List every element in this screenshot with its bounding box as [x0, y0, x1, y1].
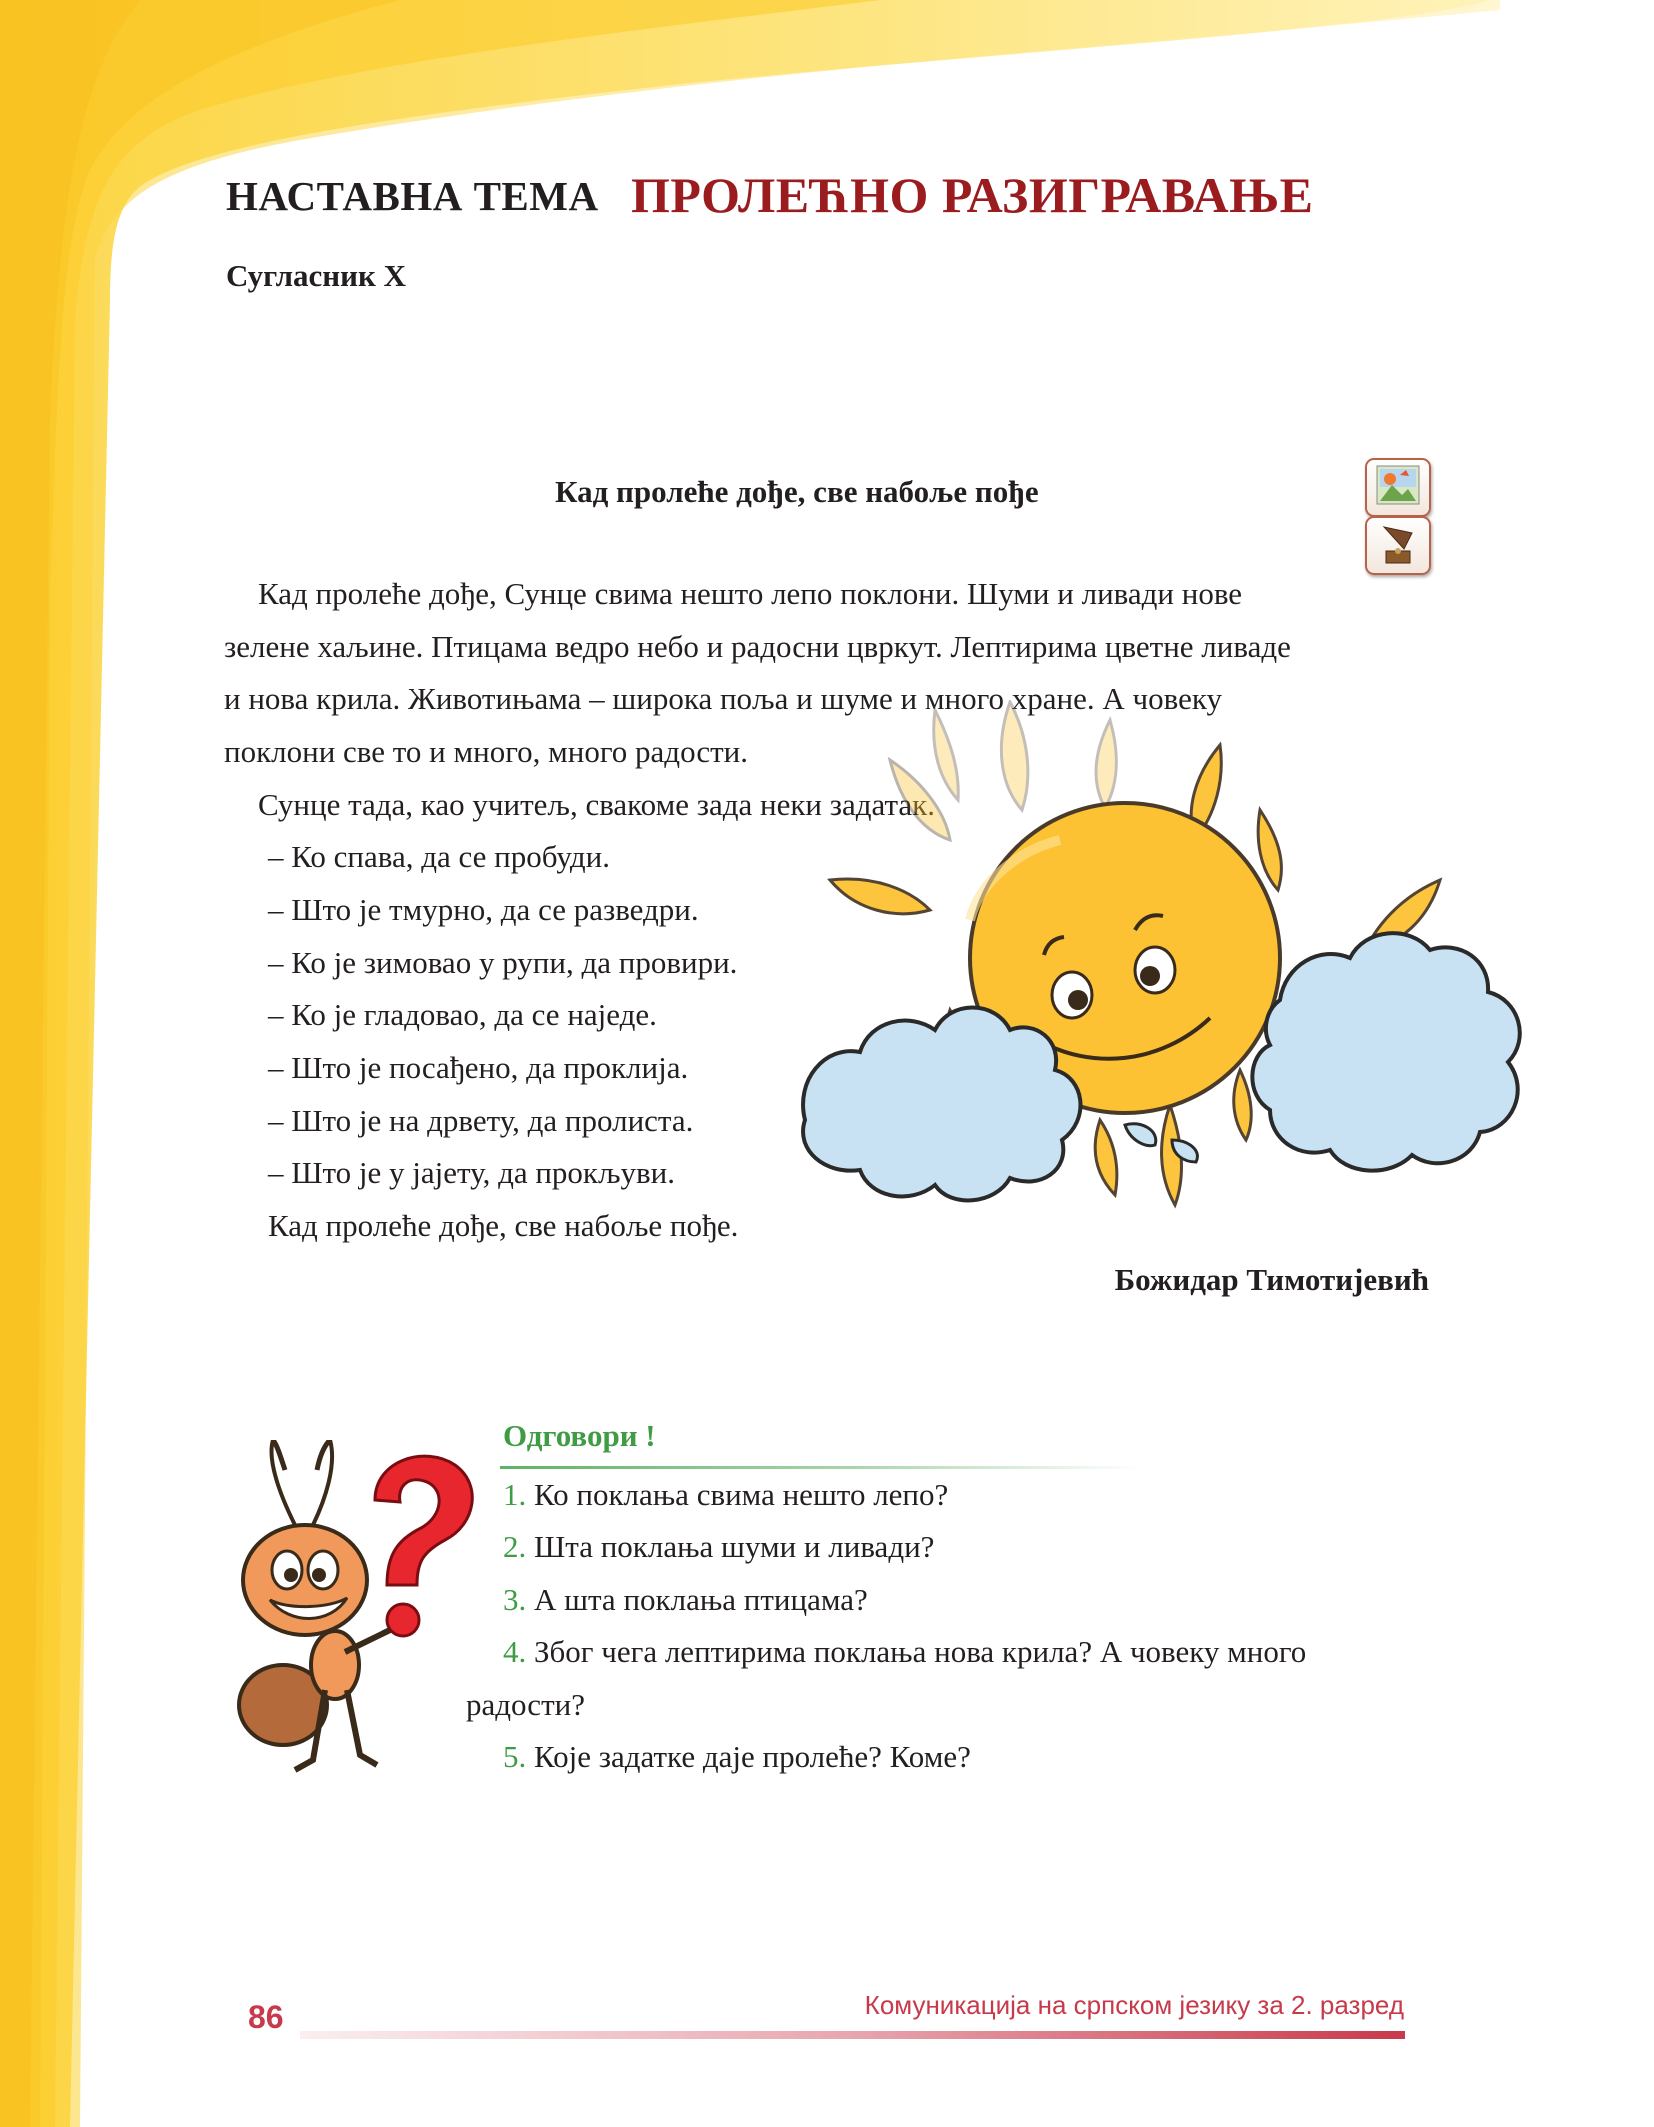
- question-number: 4.: [503, 1634, 527, 1669]
- question-item: [503, 1731, 971, 1784]
- question-item: [503, 1626, 1306, 1679]
- theme-title: ПРОЛЕЋНО РАЗИГРАВАЊЕ: [631, 167, 1314, 223]
- question-item: [503, 1521, 934, 1574]
- book-title: Комуникација на српском језику за 2. разред: [864, 1990, 1404, 2020]
- question-text: А шта поклања птицама?: [534, 1582, 868, 1617]
- story-line: – Што је у јајету, да прокљуви.: [268, 1155, 676, 1190]
- story-line: – Што је тмурно, да се разведри.: [268, 892, 699, 927]
- story-line: Кад пролеће дође, Сунце свима нешто лепо поклони. Шуми и ливади нове: [258, 576, 1243, 611]
- story-line: – Ко је зимовао у рупи, да провири.: [268, 945, 738, 980]
- story-line: – Што је на дрвету, да пролиста.: [268, 1103, 694, 1138]
- question-text: Шта поклања шуми и ливади?: [534, 1529, 935, 1564]
- picture-icon: [1376, 465, 1420, 505]
- question-text: Због чега лептирима поклања нова крила? А човеку много: [534, 1634, 1307, 1669]
- audio-play-button[interactable]: [1365, 516, 1431, 575]
- page-number: 86: [248, 1999, 284, 2035]
- theme-label: НАСТАВНА ТЕМА: [226, 173, 599, 219]
- story-line: Кад пролеће дође, све набоље пође.: [268, 1208, 739, 1243]
- story-line: – Ко је гладовао, да се наједе.: [268, 997, 657, 1032]
- ant-with-question-mark-illustration: [225, 1440, 495, 1790]
- question-text: Које задатке даје пролеће? Коме?: [534, 1739, 971, 1774]
- story-line: – Ко спава, да се пробуди.: [268, 839, 610, 874]
- story-line: и нова крила. Животињама – широка поља и шуме и много хране. А човеку: [224, 681, 1222, 716]
- story-line: зелене хаљине. Птицама ведро небо и радосни цвркут. Лептирима цветне ливаде: [224, 629, 1291, 664]
- footer-rule: [300, 2031, 1405, 2039]
- answer-heading: Одговори !: [503, 1418, 656, 1453]
- question-item-continued: [466, 1679, 585, 1732]
- story-line: поклони све то и много, много радости.: [224, 734, 749, 769]
- image-gallery-button[interactable]: [1365, 458, 1431, 517]
- question-text: Ко поклања свима нешто лепо?: [534, 1477, 949, 1512]
- story-line: – Што је посађено, да проклија.: [268, 1050, 689, 1085]
- story-title: Кад пролеће дође, све набоље пође: [555, 474, 1039, 509]
- question-text: радости?: [466, 1687, 585, 1722]
- question-number: 1.: [503, 1477, 527, 1512]
- smiling-sun-illustration: [800, 700, 1540, 1240]
- question-number: 2.: [503, 1529, 527, 1564]
- lesson-subtitle: Сугласник Х: [226, 258, 406, 293]
- gramophone-icon: [1376, 523, 1420, 565]
- story-author: Божидар Тимотијевић: [1114, 1262, 1429, 1297]
- story-line: Сунце тада, као учитељ, свакоме зада неки задатак.: [258, 787, 935, 822]
- question-number: 5.: [503, 1739, 527, 1774]
- question-item: [503, 1574, 868, 1627]
- question-number: 3.: [503, 1582, 527, 1617]
- question-item: [503, 1469, 948, 1522]
